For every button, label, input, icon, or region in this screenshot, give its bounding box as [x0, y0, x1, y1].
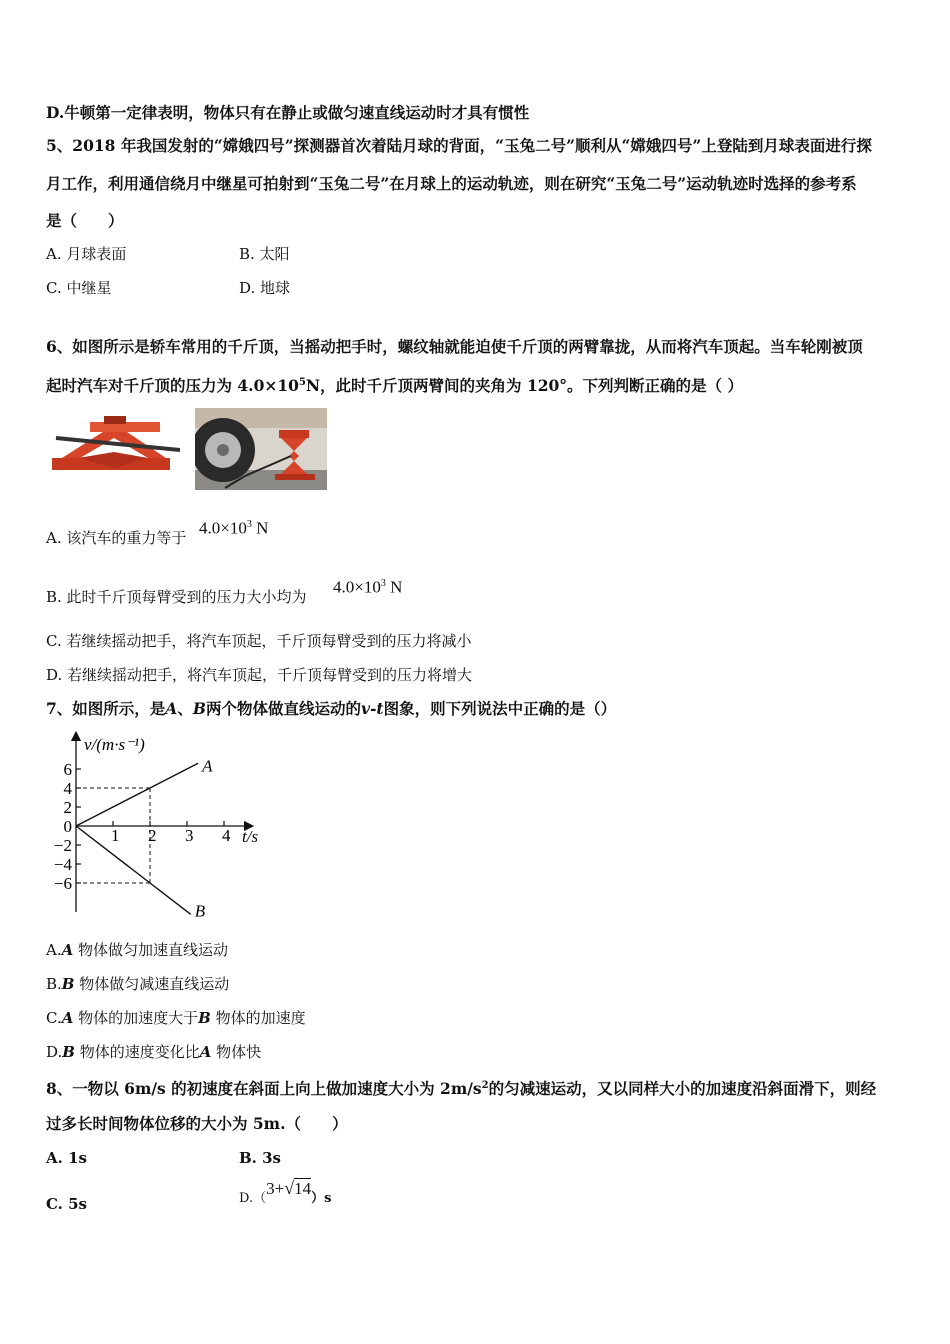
x-tick-label: 1 [111, 826, 120, 845]
q5-option-d: D. 地球 [239, 279, 291, 297]
series-line-B [76, 826, 191, 914]
y-tick-label: −4 [53, 855, 72, 874]
q5-option-b: B. 太阳 [239, 245, 290, 263]
q5-stem-line2: 月工作，利用通信绕月中继星可拍射到“玉兔二号”在月球上的运动轨迹，则在研究“玉兔二号”运动轨迹时选择的参考系 [46, 174, 857, 193]
x-axis-label: t/s [242, 827, 259, 846]
q6-stem-line1: 6、如图所示是轿车常用的千斤顶，当摇动把手时，螺纹轴就能迫使千斤顶的两臂靠拢，从而将汽车顶起。当车轮刚被顶 [46, 337, 863, 356]
car-wheel-jack-photo [195, 408, 327, 490]
q8-stem-line2: 过多长时间物体位移的大小为 5m.（ ） [46, 1114, 348, 1133]
y-tick-label: 2 [63, 798, 72, 817]
q8-option-d: D.（3+√14）s [239, 1178, 332, 1206]
y-tick-label: −6 [53, 874, 72, 893]
x-tick-label: 2 [148, 826, 157, 845]
q6-option-b-value: $4.0\times 10^3$ N [333, 577, 403, 597]
q6-option-a-value: $4.0\times 10^3$ N [199, 518, 269, 538]
q4-option-d: D.牛顿第一定律表明，物体只有在静止或做匀速直线运动时才具有惯性 [46, 103, 530, 122]
sqrt-symbol: √ [284, 1178, 295, 1198]
q6-option-c: C. 若继续摇动把手，将汽车顶起，千斤顶每臂受到的压力将减小 [46, 632, 472, 650]
q8-option-b: B. 3s [239, 1149, 282, 1167]
y-tick-label: 6 [63, 760, 72, 779]
q8-option-a: A. 1s [46, 1149, 87, 1167]
q5-option-a: A. 月球表面 [46, 245, 127, 263]
q7-option-c: C.A 物体的加速度大于B 物体的加速度 [46, 1009, 306, 1027]
car-jack-photo [48, 408, 183, 480]
q8-option-c: C. 5s [46, 1195, 88, 1213]
series-label-B: B [194, 901, 206, 918]
q6-option-d: D. 若继续摇动把手，将汽车顶起，千斤顶每臂受到的压力将增大 [46, 666, 473, 684]
q5-stem-line1: 5、2018 年我国发射的“嫦娥四号”探测器首次着陆月球的背面，“玉兔二号”顺利从“嫦娥四号”上登陆到月球表面进行探 [46, 136, 872, 155]
q5-option-c: C. 中继星 [46, 279, 112, 297]
y-tick-label: −2 [53, 836, 72, 855]
y-tick-label: 4 [63, 779, 72, 798]
y-axis-label: v/(m·s⁻¹) [84, 735, 145, 754]
q7-option-a: A.A 物体做匀加速直线运动 [46, 941, 229, 959]
q7-stem: 7、如图所示，是A、B两个物体做直线运动的v-t图象，则下列说法中正确的是（） [46, 699, 617, 718]
x-tick-label: 3 [185, 826, 194, 845]
series-label-A: A [202, 756, 213, 776]
q6-stem-line2: 起时汽车对千斤顶的压力为 $4.0\times 10^5N$，此时千斤顶两臂间的夹角为 120°。下列判断正确的是（ ） [46, 376, 743, 396]
q8-stem-line1: 8、一物以 6m/s 的初速度在斜面上向上做加速度大小为 $2m/s^2$的匀减速运动，又以同样大小的加速度沿斜面滑下，则经 [46, 1079, 877, 1099]
q5-stem-line3: 是（ ） [46, 211, 124, 230]
q6-option-b: B. 此时千斤顶每臂受到的压力大小均为 [46, 588, 307, 606]
x-tick-label: 4 [222, 826, 231, 845]
q7-option-d: D.B 物体的速度变化比A 物体快 [46, 1043, 262, 1061]
series-line-A [76, 763, 198, 826]
vt-chart [44, 728, 274, 918]
q7-option-b: B.B 物体做匀减速直线运动 [46, 975, 230, 993]
q6-option-a: A. 该汽车的重力等于 [46, 529, 187, 547]
y-tick-label: 0 [63, 817, 72, 836]
